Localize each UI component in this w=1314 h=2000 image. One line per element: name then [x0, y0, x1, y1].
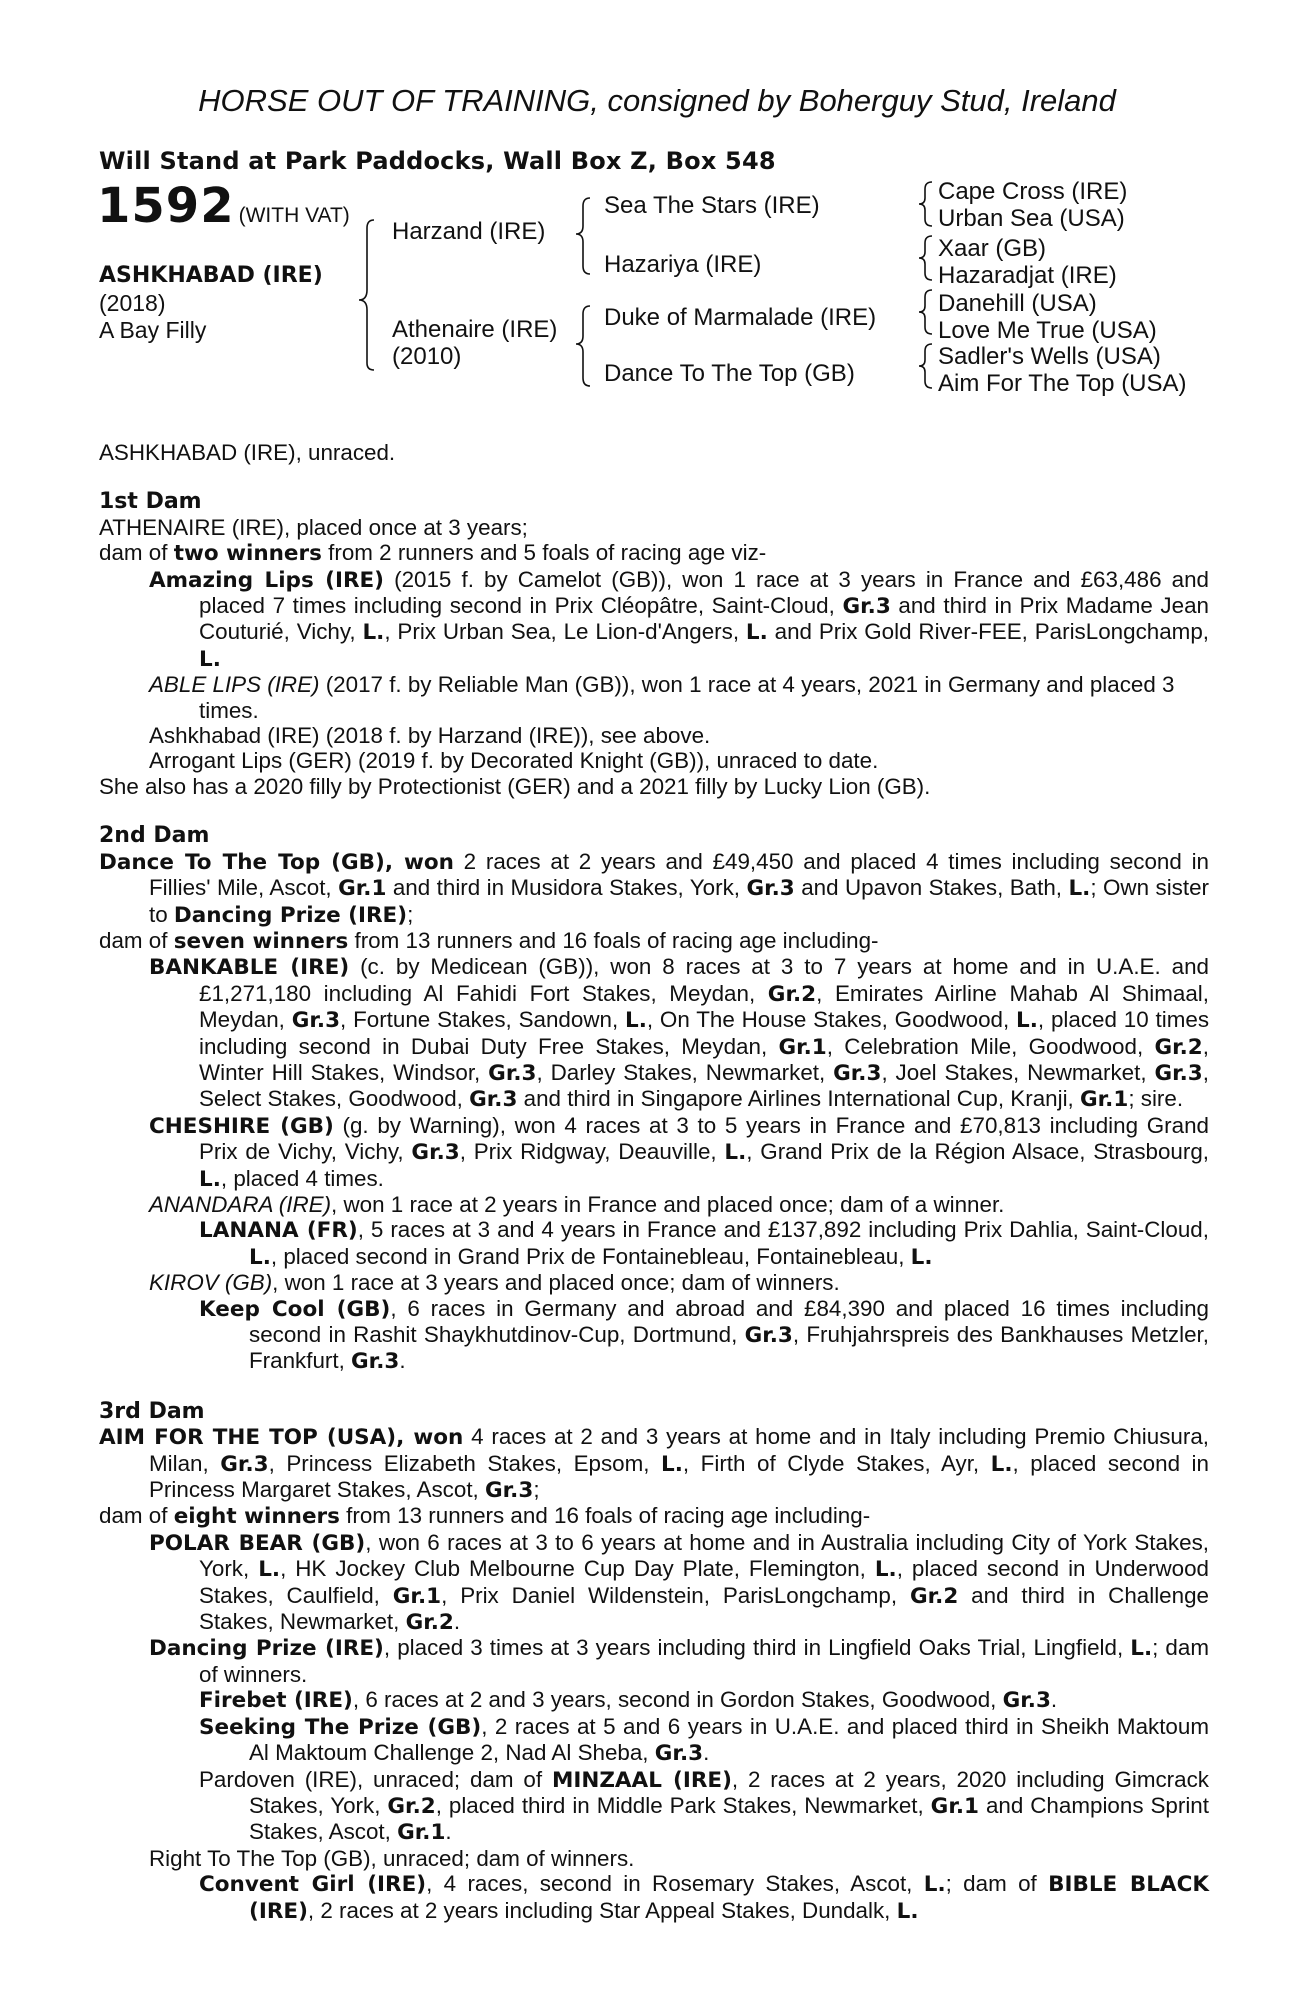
- text: 4 races at 2 and 3 years at home and in Italy including Premio Chiusura, Milan,: [149, 1424, 1209, 1476]
- text: ; dam of: [945, 1871, 1049, 1897]
- listed: L.: [874, 1557, 897, 1583]
- text: from 13 runners and 16 foals of racing age including-: [339, 1503, 871, 1529]
- bracket-sire: [576, 198, 590, 274]
- horse-name: ASHKHABAD (IRE): [99, 263, 323, 288]
- horse-name: Dance To The Top (GB): [99, 849, 385, 875]
- listed: L.: [724, 1140, 747, 1166]
- bracket-main: [359, 220, 374, 370]
- text: and third in Singapore Airlines International Cup, Kranji,: [517, 1086, 1080, 1112]
- text: .: [445, 1819, 452, 1845]
- text: , won 1 race at 2 years in France and placed once; dam of a winner.: [331, 1191, 1005, 1217]
- produce-entry: [99, 1270, 1209, 1295]
- grade: Gr.3: [833, 1060, 882, 1086]
- grade: Gr.3: [744, 1323, 793, 1348]
- pedigree-dam-sire: Duke of Marmalade (IRE): [604, 304, 877, 331]
- horse-year: (2018): [99, 290, 166, 316]
- text: , Joel Stakes, Newmarket,: [881, 1059, 1155, 1085]
- pedigree-sire-sire: Sea The Stars (IRE): [604, 192, 820, 219]
- text: , placed 3 times at 3 years including third in Lingfield Oaks Trial, Lingfield,: [383, 1635, 1131, 1661]
- grade: Gr.3: [291, 1008, 341, 1034]
- horse-name: KIROV (GB): [149, 1270, 273, 1296]
- horse-name: MINZAAL (IRE): [551, 1767, 732, 1793]
- text: , placed third in Middle Park Stakes, Newmarket,: [435, 1792, 931, 1818]
- text: , Winter Hill Stakes, Windsor,: [199, 1033, 1209, 1085]
- horse-name: Keep Cool (GB): [199, 1296, 391, 1322]
- text: , placed 4 times.: [220, 1165, 384, 1191]
- won: , won: [384, 849, 454, 875]
- listed: L.: [923, 1872, 946, 1898]
- text: , Darley Stakes, Newmarket,: [536, 1059, 834, 1085]
- produce-entry: [99, 567, 1209, 673]
- produce-entry: [99, 1871, 1209, 1924]
- horse-name: CHESHIRE (GB): [149, 1113, 334, 1139]
- text: 2 races at 2 years and £49,450 and placed 4 times including second in Fillies' Mile, Ascot,: [149, 848, 1210, 901]
- text: ; Own sister to: [149, 875, 1209, 927]
- listed: L.: [910, 1244, 933, 1270]
- pedigree-gg-7: Sadler's Wells (USA): [938, 343, 1161, 370]
- winners-count: two winners: [173, 541, 322, 567]
- text: , Firth of Clyde Stakes, Ayr,: [682, 1450, 991, 1476]
- produce-entry: [99, 672, 1209, 723]
- pedigree-gg-6: Love Me True (USA): [938, 317, 1157, 344]
- listed: L.: [1130, 1636, 1153, 1662]
- produce-entry: Right To The Top (GB), unraced; dam of winners.: [149, 1845, 635, 1871]
- grade: Gr.3: [746, 876, 795, 902]
- text: , On The House Stakes, Goodwood,: [646, 1007, 1017, 1033]
- pedigree-gg-4: Hazaradjat (IRE): [938, 262, 1117, 289]
- grade: Gr.2: [1154, 1034, 1203, 1060]
- listed: L.: [1016, 1008, 1038, 1034]
- grade: Gr.2: [767, 981, 817, 1007]
- pedigree-gg-1: Cape Cross (IRE): [938, 178, 1128, 205]
- listed: L.: [625, 1008, 647, 1034]
- winners-count: seven winners: [173, 928, 349, 954]
- text: , placed second in Underwood Stakes, Caulfield,: [199, 1556, 1209, 1608]
- horse-name: Amazing Lips (IRE): [149, 567, 385, 593]
- produce-entry: [99, 1192, 1209, 1217]
- text: from 13 runners and 16 foals of racing age including-: [348, 927, 879, 953]
- text: .: [1050, 1687, 1058, 1713]
- listed: L.: [249, 1244, 271, 1270]
- text: , Celebration Mile, Goodwood,: [826, 1033, 1155, 1059]
- grade: Gr.1: [930, 1793, 979, 1819]
- produce-entry: Ashkhabad (IRE) (2018 f. by Harzand (IRE)), see above.: [149, 723, 711, 749]
- text: , 2 races at 2 years including Star Appeal Stakes, Dundalk,: [307, 1897, 897, 1923]
- stand-location: Will Stand at Park Paddocks, Wall Box Z, Box 548: [99, 147, 776, 175]
- pedigree-sire-dam: Hazariya (IRE): [604, 251, 762, 278]
- listed: L.: [745, 620, 768, 646]
- text: , won 6 races at 3 to 6 years at home and in Australia including City of York Stakes, York,: [199, 1529, 1209, 1582]
- bracket-sd: [919, 236, 932, 280]
- grade: Gr.3: [485, 1478, 534, 1504]
- pedigree-dam: Athenaire (IRE): [392, 316, 558, 343]
- vat-note: (WITH VAT): [238, 204, 350, 227]
- text: and Prix Gold River-FEE, ParisLongchamp,: [767, 619, 1209, 645]
- produce-entry: [99, 1296, 1209, 1375]
- grade: Gr.1: [397, 1820, 446, 1846]
- horse-name: BIBLE BLACK (IRE): [249, 1872, 1210, 1924]
- text: (2015 f. by Camelot (GB)), won 1 race at 3 years in France and £63,486 and placed 7 times including second in Prix Cléopâtre, Saint-Cloud,: [199, 566, 1209, 619]
- text: , placed 10 times including second in Dubai Duty Free Stakes, Meydan,: [199, 1007, 1210, 1059]
- produce-entry: [99, 1767, 1209, 1846]
- text: .: [453, 1609, 461, 1635]
- listed: L.: [199, 1166, 221, 1192]
- first-dam-produce: [99, 540, 1209, 566]
- second-dam-record: [99, 849, 1209, 928]
- lot-number-value: 1592: [97, 178, 235, 234]
- text: , Fortune Stakes, Sandown,: [340, 1007, 625, 1033]
- text: .: [703, 1740, 710, 1766]
- text: (2017 f. by Reliable Man (GB)), won 1 race at 4 years, 2021 in Germany and placed 3 times.: [199, 672, 1175, 723]
- text: ;: [533, 1477, 540, 1503]
- text: dam of: [99, 540, 174, 566]
- first-dam-intro: ATHENAIRE (IRE), placed once at 3 years;: [99, 514, 528, 540]
- grade: Gr.3: [842, 594, 891, 620]
- race-record: ASHKHABAD (IRE), unraced.: [99, 440, 396, 465]
- horse-name: ABLE LIPS (IRE): [149, 672, 320, 698]
- grade: Gr.3: [488, 1060, 537, 1086]
- text: dam of: [99, 1503, 174, 1529]
- grade: Gr.3: [654, 1741, 704, 1767]
- text: , Princess Elizabeth Stakes, Epsom,: [268, 1450, 662, 1476]
- text: and Champions Sprint Stakes, Ascot,: [249, 1792, 1209, 1845]
- text: , 6 races at 2 and 3 years, second in Gordon Stakes, Goodwood,: [352, 1687, 1003, 1713]
- third-dam-record: [99, 1424, 1209, 1503]
- grade: Gr.2: [387, 1793, 436, 1819]
- listed: L.: [896, 1898, 919, 1924]
- horse-description: A Bay Filly: [99, 317, 207, 343]
- text: , placed second in Princess Margaret Stakes, Ascot,: [149, 1450, 1209, 1503]
- grade: Gr.3: [1154, 1060, 1203, 1086]
- listed: L.: [199, 646, 221, 672]
- grade: Gr.1: [1080, 1087, 1129, 1113]
- text: , won 1 race at 3 years and placed once; dam of winners.: [272, 1270, 840, 1296]
- horse-name: AIM FOR THE TOP (USA): [99, 1425, 397, 1451]
- text: , 5 races at 3 and 4 years in France and £137,892 including Prix Dahlia, Saint-Cloud,: [357, 1217, 1209, 1243]
- text: , HK Jockey Club Melbourne Cup Day Plate, Flemington,: [280, 1556, 875, 1582]
- text: Pardoven (IRE), unraced; dam of: [199, 1766, 552, 1792]
- text: and third in Prix Madame Jean Couturié, Vichy,: [199, 593, 1209, 645]
- text: and third in Musidora Stakes, York,: [386, 875, 747, 901]
- text: , Prix Urban Sea, Le Lion-d'Angers,: [384, 619, 746, 645]
- produce-entry: [99, 954, 1209, 1112]
- grade: Gr.2: [909, 1583, 959, 1609]
- grade: Gr.3: [220, 1451, 269, 1477]
- text: ; dam of winners.: [199, 1635, 1209, 1687]
- text: ; sire.: [1128, 1086, 1184, 1112]
- pedigree-dam-year: (2010): [392, 343, 462, 370]
- grade: Gr.3: [351, 1349, 400, 1375]
- pedigree-sire: Harzand (IRE): [392, 218, 546, 245]
- first-dam-footer: She also has a 2020 filly by Protectionist (GER) and a 2021 filly by Lucky Lion (GB).: [99, 773, 931, 799]
- horse-name: LANANA (FR): [199, 1218, 358, 1244]
- text: , placed second in Grand Prix de Fontainebleau, Fontainebleau,: [270, 1243, 911, 1269]
- pedigree-gg-3: Xaar (GB): [938, 235, 1047, 262]
- horse-name: BANKABLE (IRE): [149, 955, 350, 981]
- bracket-dd: [919, 344, 932, 388]
- winners-count: eight winners: [173, 1504, 340, 1530]
- grade: Gr.3: [1002, 1688, 1051, 1714]
- produce-entry: [99, 1687, 1209, 1713]
- produce-entry: [99, 1530, 1209, 1636]
- page-header: HORSE OUT OF TRAINING, consigned by Boherguy Stud, Ireland: [198, 83, 1116, 118]
- sister-name: Dancing Prize (IRE): [173, 902, 408, 928]
- text: , Prix Daniel Wildenstein, ParisLongchamp,: [441, 1582, 910, 1608]
- third-dam-heading: 3rd Dam: [99, 1398, 205, 1424]
- produce-entry: [99, 1113, 1209, 1192]
- bracket-ss: [919, 182, 932, 226]
- produce-entry: [99, 1217, 1209, 1270]
- text: and third in Challenge Stakes, Newmarket,: [199, 1582, 1209, 1635]
- won: , won: [396, 1425, 464, 1451]
- second-dam-produce: [99, 928, 1209, 954]
- text: , Grand Prix de la Région Alsace, Strasbourg,: [746, 1139, 1209, 1165]
- pedigree-gg-8: Aim For The Top (USA): [938, 370, 1187, 397]
- text: , 2 races at 5 and 6 years in U.A.E. and placed third in Sheikh Maktoum Al Maktoum Challenge 2, Nad Al Sheba,: [249, 1713, 1209, 1766]
- text: , Fruhjahrspreis des Bankhauses Metzler, Frankfurt,: [249, 1322, 1209, 1374]
- horse-name: Firebet (IRE): [199, 1688, 353, 1714]
- text: and Upavon Stakes, Bath,: [794, 875, 1069, 901]
- catalogue-body: [99, 440, 1209, 1924]
- text: , 2 races at 2 years, 2020 including Gimcrack Stakes, York,: [249, 1766, 1209, 1818]
- listed: L.: [1068, 876, 1091, 902]
- second-dam-heading: 2nd Dam: [99, 823, 210, 849]
- third-dam-produce: [99, 1503, 1209, 1529]
- grade: Gr.2: [405, 1610, 454, 1636]
- horse-name: Dancing Prize (IRE): [149, 1636, 384, 1662]
- horse-name: POLAR BEAR (GB): [149, 1530, 366, 1556]
- listed: L.: [990, 1451, 1013, 1477]
- text: dam of: [99, 927, 174, 953]
- text: , Select Stakes, Goodwood,: [199, 1059, 1209, 1112]
- grade: Gr.3: [469, 1087, 518, 1113]
- text: (g. by Warning), won 4 races at 3 to 5 years in France and £70,813 including Grand Prix de Vichy, Vichy,: [199, 1112, 1209, 1165]
- text: (c. by Medicean (GB)), won 8 races at 3 to 7 years at home and in U.A.E. and £1,271,180 including Al Fahidi Fort Stakes, Meydan,: [199, 954, 1209, 1006]
- produce-entry: [99, 1714, 1209, 1767]
- pedigree-dam-dam: Dance To The Top (GB): [604, 360, 855, 387]
- pedigree-gg-5: Danehill (USA): [938, 290, 1097, 317]
- horse-name: ANANDARA (IRE): [149, 1191, 332, 1217]
- grade: Gr.1: [778, 1034, 827, 1060]
- pedigree-gg-2: Urban Sea (USA): [938, 205, 1125, 232]
- produce-entry: [99, 1635, 1209, 1687]
- text: , Prix Ridgway, Deauville,: [459, 1139, 725, 1165]
- bracket-dam: [576, 306, 590, 386]
- listed: L.: [258, 1557, 281, 1583]
- produce-entry: Arrogant Lips (GER) (2019 f. by Decorated Knight (GB)), unraced to date.: [149, 748, 879, 774]
- first-dam-heading: 1st Dam: [99, 489, 202, 515]
- text: ;: [407, 901, 414, 927]
- text: .: [399, 1348, 406, 1374]
- text: from 2 runners and 5 foals of racing age viz-: [321, 540, 767, 566]
- horse-name: Convent Girl (IRE): [199, 1872, 427, 1898]
- horse-name: Seeking The Prize (GB): [199, 1714, 482, 1740]
- bracket-ds: [919, 290, 932, 334]
- listed: L.: [661, 1451, 683, 1477]
- text: , Emirates Airline Mahab Al Shimaal, Meydan,: [199, 980, 1209, 1033]
- listed: L.: [362, 620, 385, 646]
- text: , 4 races, second in Rosemary Stakes, Ascot,: [426, 1871, 924, 1897]
- grade: Gr.1: [392, 1583, 442, 1609]
- text: , 6 races in Germany and abroad and £84,390 and placed 16 times including second in Rashit Shaykhutdinov-Cup, Dortmund,: [249, 1295, 1210, 1347]
- grade: Gr.3: [411, 1140, 460, 1166]
- grade: Gr.1: [338, 876, 387, 902]
